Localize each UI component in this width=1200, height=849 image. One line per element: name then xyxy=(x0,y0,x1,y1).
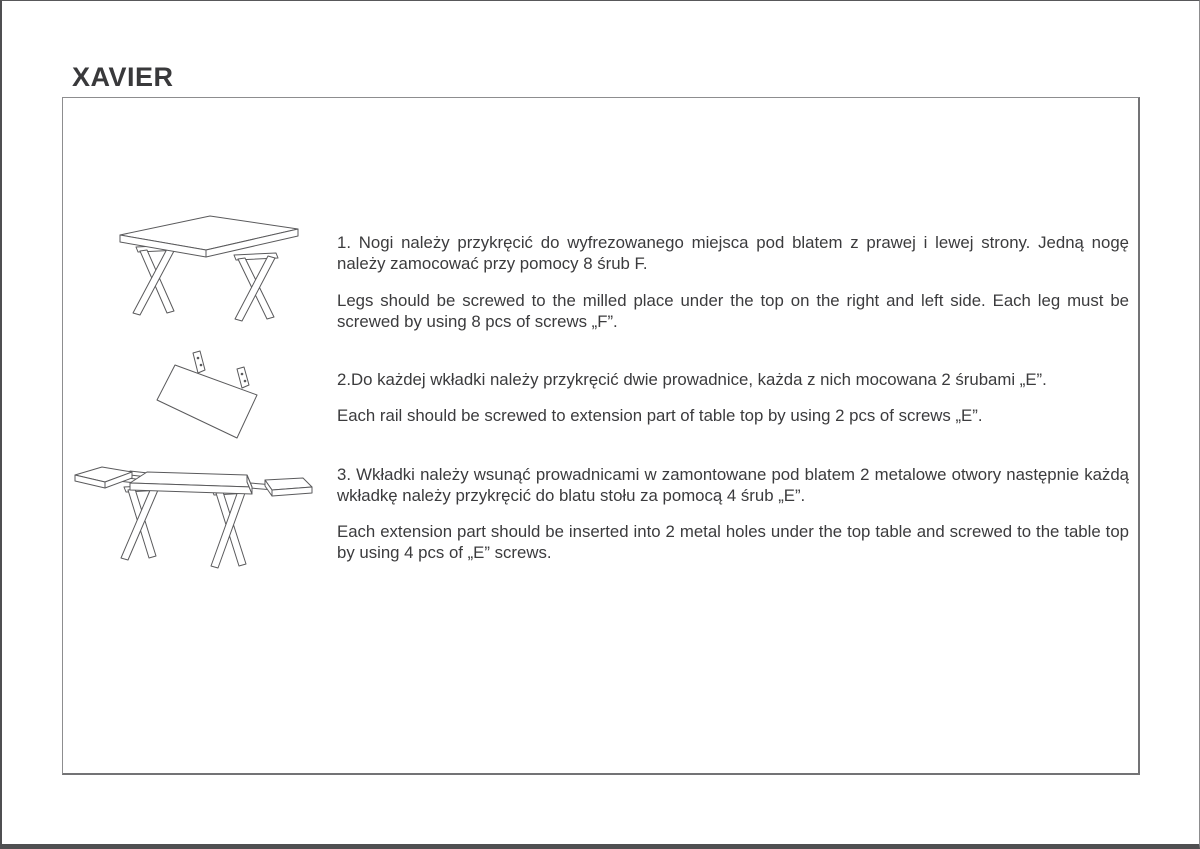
step3-instruction-pl: 3. Wkładki należy wsunąć prowadnicami w zamontowane pod blatem 2 metalowe otwory następnie każdą wkładkę należy przykręcić do blatu stołu za pomocą 4 śrub „E”. xyxy=(337,465,1129,505)
step2-instruction-en: Each rail should be screwed to extension part of table top by using 2 pcs of screws „E”. xyxy=(337,406,983,425)
figure-step3-table-with-extension-leaves xyxy=(72,452,322,574)
step1-instruction-pl: 1. Nogi należy przykręcić do wyfrezowanego miejsca pod blatem z prawej i lewej strony. Jedną nogę należy zamocować przy pomocy 8 śrub F. xyxy=(337,233,1129,273)
step3-instruction-en: Each extension part should be inserted into 2 metal holes under the top table and screwed to the table top by using 4 pcs of „E” screws. xyxy=(337,522,1129,562)
figure-step1-table-with-x-legs xyxy=(112,205,307,323)
page-title: XAVIER xyxy=(72,62,174,92)
figure-step2-extension-leaf-with-rails xyxy=(152,350,264,445)
step2-instruction-pl: 2.Do każdej wkładki należy przykręcić dwie prowadnice, każda z nich mocowana 2 śrubami „E”. xyxy=(337,370,1047,389)
step1-instruction-en: Legs should be screwed to the milled place under the top on the right and left side. Each leg must be screwed by using 8 pcs of screws „F”. xyxy=(337,291,1129,331)
